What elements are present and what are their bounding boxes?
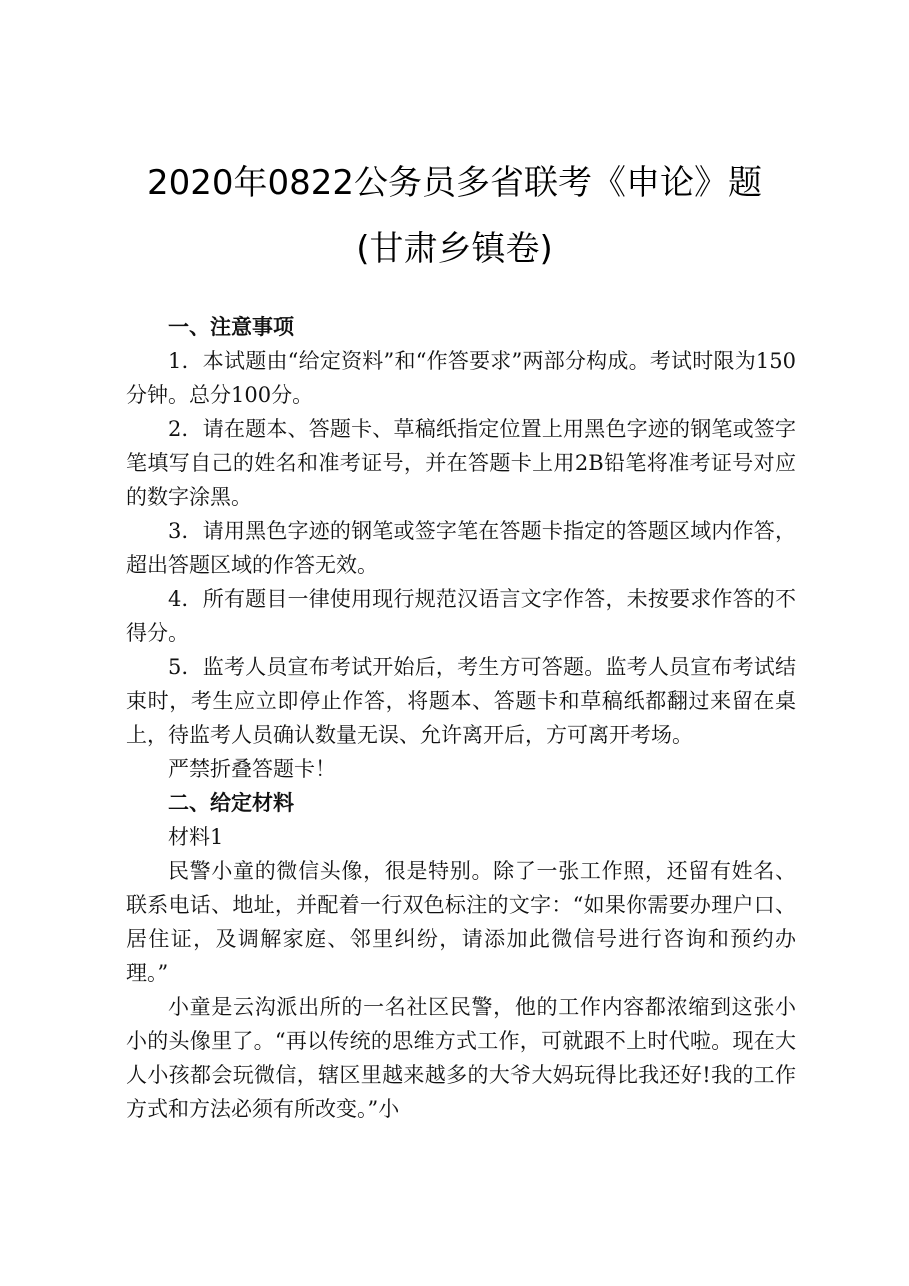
section-heading-materials: 二、给定材料	[168, 791, 294, 815]
notice-item-4: 4．所有题目一律使用现行规范汉语言文字作答，未按要求作答的不得分。	[126, 587, 796, 645]
notice-item-3: 3．请用黑色字迹的钢笔或签字笔在答题卡指定的答题区域内作答，超出答题区域的作答无效。	[126, 519, 796, 577]
material-paragraph: 民警小童的微信头像，很是特别。除了一张工作照，还留有姓名、联系电话、地址，并配着一行双色标注的文字：“如果你需要办理户口、居住证，及调解家庭、邻里纠纷，请添加此微信号进行咨询和预约办理。”	[126, 859, 796, 985]
section-heading-notice: 一、注意事项	[168, 315, 294, 339]
notice-warning: 严禁折叠答题卡！	[168, 757, 336, 781]
document-title: 2020年0822公务员多省联考《申论》题	[146, 163, 763, 203]
notice-item-1: 1．本试题由“给定资料”和“作答要求”两部分构成。考试时限为150分钟。总分100分。	[126, 349, 796, 407]
notice-item-5: 5．监考人员宣布考试开始后，考生方可答题。监考人员宣布考试结束时，考生应立即停止作答，将题本、答题卡和草稿纸都翻过来留在桌上，待监考人员确认数量无误、允许离开后，方可离开考场。	[126, 655, 796, 747]
material-label-1: 材料1	[168, 825, 224, 849]
notice-item-2: 2．请在题本、答题卡、草稿纸指定位置上用黑色字迹的钢笔或签字笔填写自己的姓名和准考证号，并在答题卡上用2B铅笔将准考证号对应的数字涂黑。	[126, 417, 796, 509]
document-subtitle: (甘肃乡镇卷)	[356, 229, 553, 269]
document-body	[126, 310, 796, 1126]
material-paragraph: 小童是云沟派出所的一名社区民警，他的工作内容都浓缩到这张小小的头像里了。“再以传统的思维方式工作，可就跟不上时代啦。现在大人小孩都会玩微信，辖区里越来越多的大爷大妈玩得比我还好!我的工作方式和方法必须有所改变。”小	[126, 995, 796, 1121]
